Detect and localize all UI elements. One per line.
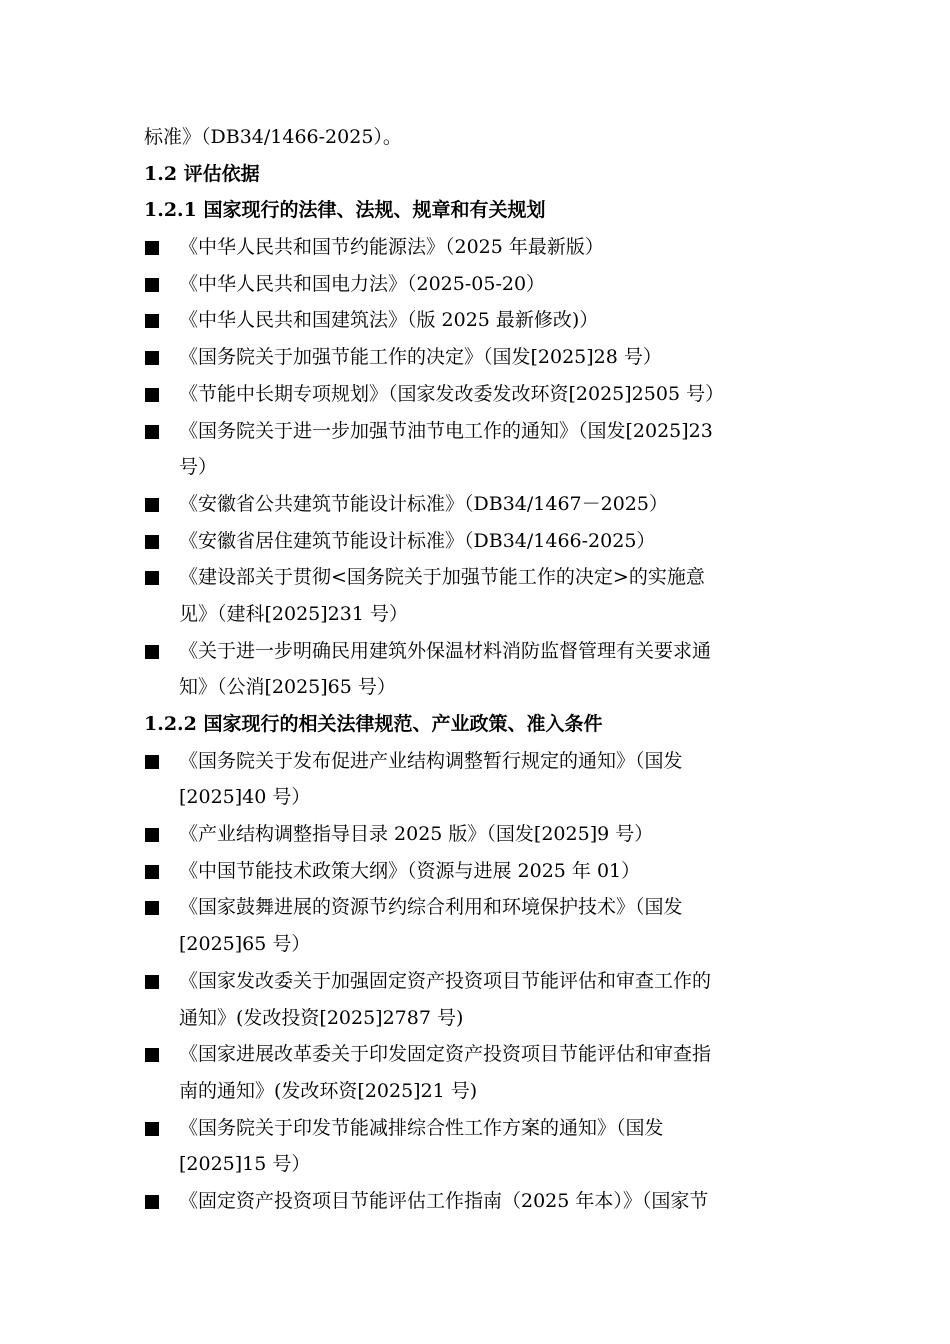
- list-item-line: 《中华人民共和国建筑法》（版 2025 最新修改)）: [179, 309, 599, 332]
- list-item-line: 《国家鼓舞进展的资源节约综合利用和环境保护技术》（国发: [179, 896, 683, 919]
- list-item: [144, 1183, 824, 1220]
- regulation-list-1: [144, 229, 824, 706]
- list-item-line: 《国务院关于印发节能减排综合性工作方案的通知》（国发: [179, 1116, 664, 1139]
- list-item-text: [179, 376, 824, 413]
- square-bullet-icon: [145, 853, 161, 890]
- list-item: [144, 302, 824, 339]
- list-item: [144, 816, 824, 853]
- list-item-line: 《安徽省公共建筑节能设计标准》（DB34/1467－2025）: [179, 492, 668, 515]
- list-item: [144, 413, 824, 486]
- square-bullet-icon: [145, 1036, 161, 1073]
- list-item-line: [2025]40 号）: [179, 786, 311, 809]
- square-bullet-icon: [145, 523, 161, 560]
- list-item-line: 号）: [179, 456, 218, 479]
- list-item-line: 《国家发改委关于加强固定资产投资项目节能评估和审查工作的: [179, 969, 712, 992]
- regulation-list-2: [144, 743, 824, 1220]
- square-bullet-icon: [145, 559, 161, 596]
- list-item-line: [2025]65 号）: [179, 933, 311, 956]
- list-item-line: 《中国节能技术政策大纲》（资源与进展 2025 年 01）: [179, 859, 641, 882]
- section-heading-1-2-2: 1.2.2 国家现行的相关法律规范、产业政策、准入条件: [144, 713, 603, 735]
- square-bullet-icon: [145, 302, 161, 339]
- intro-line: 标准》（DB34/1466-2025）。: [144, 126, 402, 148]
- square-bullet-icon: [145, 889, 161, 926]
- square-bullet-icon: [145, 963, 161, 1000]
- list-item: [144, 963, 824, 1036]
- list-item-text: [179, 853, 824, 890]
- list-item-text: [179, 523, 824, 560]
- square-bullet-icon: [145, 266, 161, 303]
- list-item-text: [179, 339, 824, 376]
- list-item-text: [179, 1183, 824, 1220]
- list-item-line: 《国家进展改革委关于印发固定资产投资项目节能评估和审查指: [179, 1043, 712, 1066]
- list-item-line: 南的通知》(发改环资[2025]21 号): [179, 1079, 478, 1102]
- list-item-line: 《安徽省居住建筑节能设计标准》（DB34/1466-2025）: [179, 529, 656, 552]
- square-bullet-icon: [145, 1183, 161, 1220]
- section-heading-1-2: 1.2 评估依据: [144, 162, 260, 185]
- list-item: [144, 1110, 824, 1183]
- list-item-line: 《中华人民共和国电力法》（2025-05-20）: [179, 272, 546, 295]
- list-item-text: [179, 486, 824, 523]
- list-item: [144, 376, 824, 413]
- list-item: [144, 1036, 824, 1109]
- square-bullet-icon: [145, 339, 161, 376]
- square-bullet-icon: [145, 486, 161, 523]
- list-item-text: [179, 1110, 824, 1183]
- list-item: [144, 229, 824, 266]
- list-item: [144, 486, 824, 523]
- list-item-line: 《产业结构调整指导目录 2025 版》（国发[2025]9 号）: [179, 823, 654, 846]
- list-item-text: [179, 266, 824, 303]
- list-item-line: 《国务院关于发布促进产业结构调整暂行规定的通知》（国发: [179, 749, 683, 772]
- list-item-line: 《固定资产投资项目节能评估工作指南（2025 年本）》（国家节: [179, 1189, 709, 1212]
- list-item: [144, 523, 824, 560]
- square-bullet-icon: [145, 816, 161, 853]
- square-bullet-icon: [145, 633, 161, 670]
- section-heading-1-2-1: 1.2.1 国家现行的法律、法规、规章和有关规划: [144, 199, 546, 222]
- list-item-text: [179, 413, 824, 486]
- square-bullet-icon: [145, 413, 161, 450]
- list-item-text: [179, 816, 824, 853]
- list-item-text: [179, 229, 824, 266]
- square-bullet-icon: [145, 743, 161, 780]
- list-item: [144, 339, 824, 376]
- list-item: [144, 633, 824, 706]
- list-item-text: [179, 633, 824, 706]
- list-item-line: 《建设部关于贯彻<国务院关于加强节能工作的决定>的实施意: [179, 566, 705, 589]
- list-item-text: [179, 743, 824, 816]
- list-item-text: [179, 302, 824, 339]
- list-item: [144, 743, 824, 816]
- list-item-line: 知》（公消[2025]65 号）: [179, 676, 396, 699]
- list-item-line: [2025]15 号）: [179, 1153, 311, 1176]
- list-item-text: [179, 559, 824, 632]
- list-item-line: 《国务院关于加强节能工作的决定》（国发[2025]28 号）: [179, 346, 662, 369]
- list-item-line: 《中华人民共和国节约能源法》（2025 年最新版）: [179, 236, 604, 259]
- list-item: [144, 853, 824, 890]
- square-bullet-icon: [145, 376, 161, 413]
- document-body: [144, 119, 824, 1220]
- square-bullet-icon: [145, 229, 161, 266]
- list-item-line: 《关于进一步明确民用建筑外保温材料消防监督管理有关要求通: [179, 639, 712, 662]
- list-item-text: [179, 963, 824, 1036]
- list-item-line: 《节能中长期专项规划》（国家发改委发改环资[2025]2505 号）: [179, 382, 725, 405]
- list-item: [144, 559, 824, 632]
- list-item-line: 《国务院关于进一步加强节油节电工作的通知》（国发[2025]23: [179, 419, 713, 442]
- list-item-text: [179, 889, 824, 962]
- list-item-text: [179, 1036, 824, 1109]
- square-bullet-icon: [145, 1110, 161, 1147]
- list-item-line: 通知》(发改投资[2025]2787 号): [179, 1006, 464, 1029]
- list-item-line: 见》（建科[2025]231 号）: [179, 602, 408, 625]
- list-item: [144, 266, 824, 303]
- list-item: [144, 889, 824, 962]
